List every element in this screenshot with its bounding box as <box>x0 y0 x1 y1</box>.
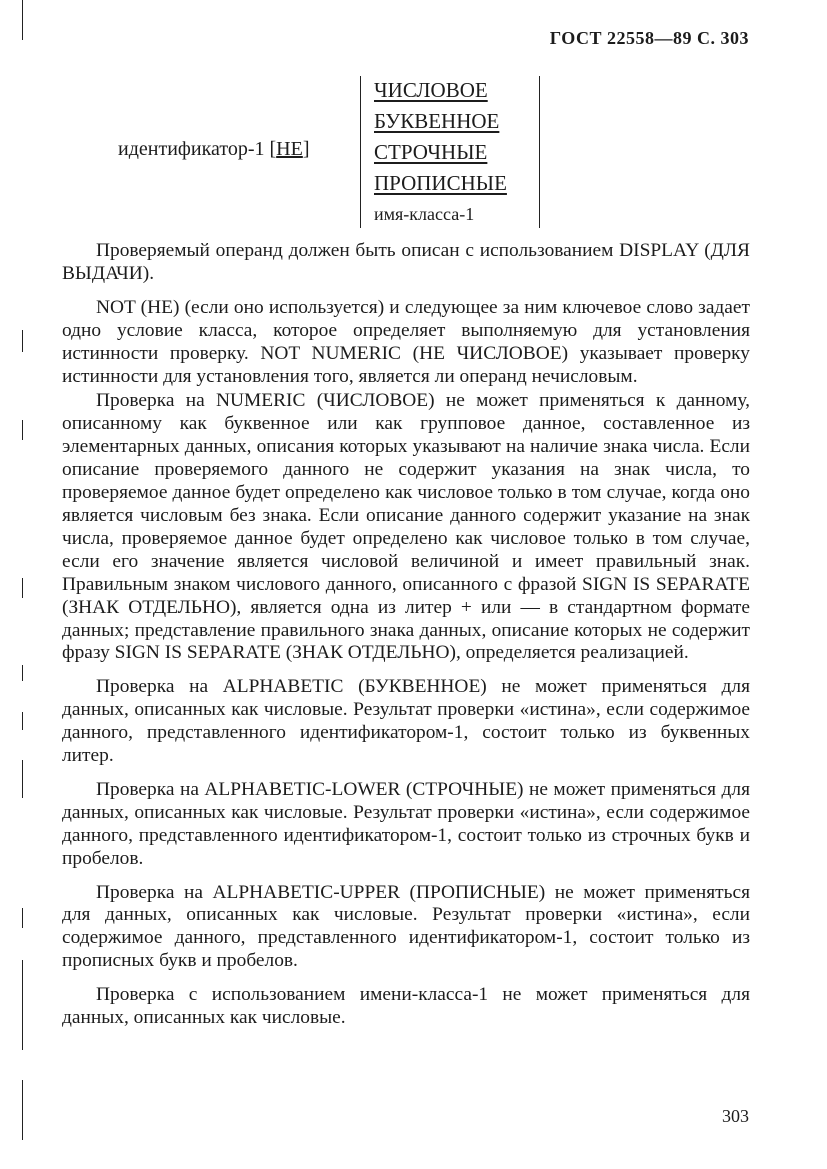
choice-upper: ПРОПИСНЫЕ <box>374 171 507 195</box>
choice-class-name: имя-класса-1 <box>374 204 475 224</box>
paragraph-class-name: Проверка с использованием имени-класса-1 не может применяться для данных, описанных как числовые. <box>62 984 750 1029</box>
optional-bracket-close: ] <box>302 138 310 160</box>
change-bar <box>22 1080 23 1140</box>
paragraph-upper: Проверка на ALPHABETIC-UPPER (ПРОПИСНЫЕ) не может применяться для данных, описанных как числовые. Результат проверки «истина», если содержимое данного, представленного идентификатором-1, состоит только из прописных букв и пробелов. <box>62 881 750 972</box>
paragraph-not: NOT (НЕ) (если оно используется) и следующее за ним ключевое слово задает одно условие класса, которое определяет выполняемую для установления истинности проверку. NOT NUMERIC (НЕ ЧИСЛОВОЕ) указывает проверку истинности для установления того, является ли операнд нечисловым. <box>62 296 750 387</box>
brace-right <box>539 76 540 228</box>
change-bar <box>22 712 23 730</box>
paragraph-numeric: Проверка на NUMERIC (ЧИСЛОВОЕ) не может применяться к данному, описанному как буквенное или как групповое данное, составленное из элементарных данных, описания которых указывают на наличие знака числа. Если описание проверяемого данного не содержит указания на знак числа, то проверяемое данное будет определено как числовое только в том случае, когда оно является числовым без знака. Если описание данного содержит указание на знак числа, проверяемое данное будет определено как числовое только в том случае, если его значение является числовой величиной и имеет правильный знак. Правильным знаком числового данного, описанного с фразой SIGN IS SEPARATE (ЗНАК ОТДЕЛЬНО), является одна из литер + или — в стандартном формате данных; представление правильного знака данных, описание которых не содержит фразу SIGN IS SEPARATE (ЗНАК ОТДЕЛЬНО), определяется реализацией. <box>62 390 750 664</box>
change-bar <box>22 760 23 798</box>
change-bar <box>22 330 23 352</box>
syntax-identifier <box>118 138 310 161</box>
not-keyword: НЕ <box>276 138 303 160</box>
change-bar <box>22 960 23 1050</box>
change-bar <box>22 420 23 440</box>
brace-left <box>360 76 361 228</box>
change-bar <box>22 0 23 40</box>
body-text <box>62 240 750 1041</box>
syntax-diagram <box>0 0 827 240</box>
paragraph-alphabetic: Проверка на ALPHABETIC (БУКВЕННОЕ) не может применяться для данных, описанных как числовые. Результат проверки «истина», если содержимое данного, представленного идентификатором-1, состоит только из буквенных литер. <box>62 676 750 767</box>
choice-brace <box>360 76 540 228</box>
identifier-text: идентификатор-1 <box>118 138 265 160</box>
optional-bracket-open: [ <box>269 138 277 160</box>
choice-lower: СТРОЧНЫЕ <box>374 140 488 164</box>
change-bar <box>22 908 23 928</box>
change-bar <box>22 578 23 598</box>
paragraph-display: Проверяемый операнд должен быть описан с использованием DISPLAY (ДЛЯ ВЫДАЧИ). <box>62 240 750 284</box>
choice-alphabetic: БУКВЕННОЕ <box>374 109 500 133</box>
page-number: 303 <box>722 1106 749 1126</box>
page-header: ГОСТ 22558—89 С. 303 <box>549 28 749 48</box>
paragraph-lower: Проверка на ALPHABETIC-LOWER (СТРОЧНЫЕ) не может применяться для данных, описанных как числовые. Результат проверки «истина», если содержимое данного, представленного идентификатором-1, состоит только из строчных букв и пробелов. <box>62 778 750 869</box>
change-bar <box>22 665 23 681</box>
choice-numeric: ЧИСЛОВОЕ <box>374 78 488 102</box>
